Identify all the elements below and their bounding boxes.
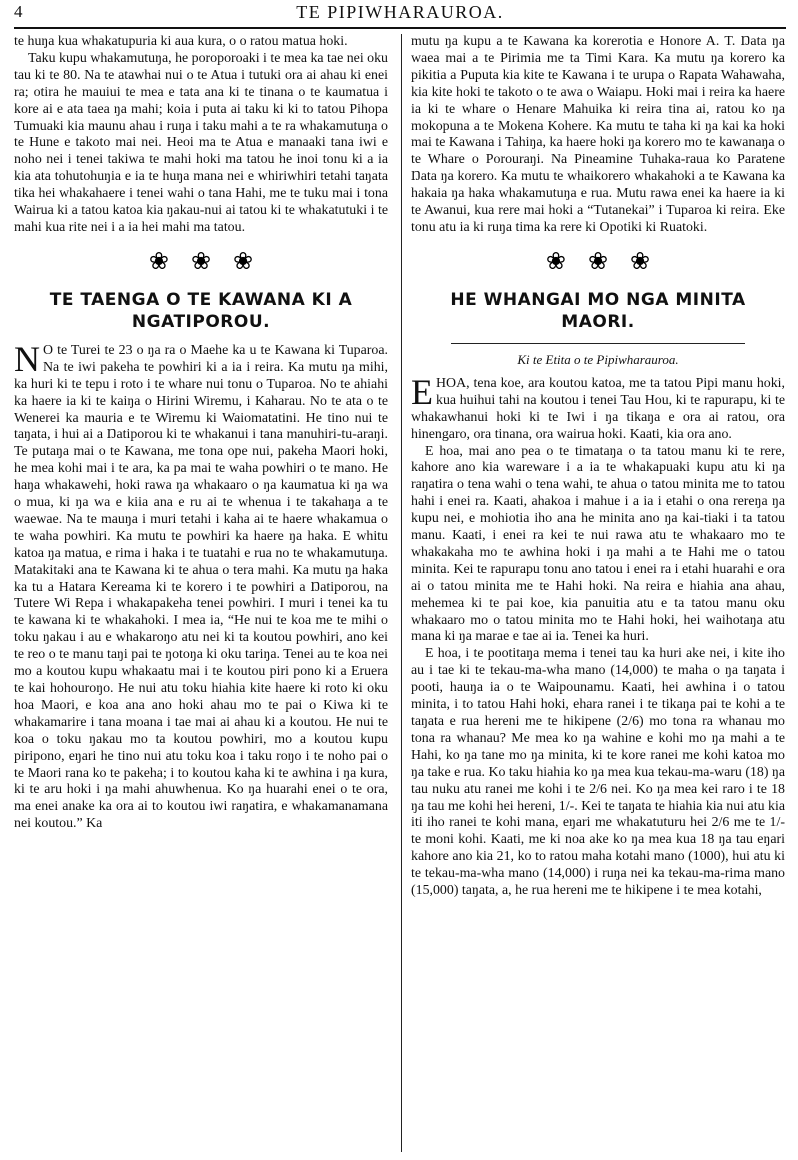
continued-text-right: mutu ŋa kupu a te Kawana ka korerotia e Honore A. T. Ŋata ŋa waea mai a te Pirimia me ta Timi Kara. Ka mutu ŋa korero ka pikitia a Puputa kia kite te Kawana i te urupa o Rapata Wahawaha, kia kite hoki te takoto o te awa o Waiapu. Hoki mai i reira ka haere ia ki te whare o Henare Mahuika ki reira tina ai, ratou ko ŋa mokopuna a te Mokena Kohere. Ka mutu te taha ki ŋa kai ka hoki mai te Kawana i Tahiŋa, ka haere hoki ŋa korero mo te kawanaŋa o te Whare o Porouraŋi. Na Pineamine Tuhaka-raua ko Paratene Ŋata ŋa korero. Ka mutu te whaikorero whakahoki a te Kawana ka hakaia ŋa haka whakamutuŋa e rua. Mutu rawa enei ka haere ia ki te Awanui, kua rere mai hoki a “Tutanekai” i Tuparoa ki reira. Eke tonu atu ia ki ruŋa tima ka rere ki Opotiki ki Ruatoki. (411, 34, 785, 235)
drop-cap-e: E (411, 371, 433, 412)
letter-paragraph-1 (411, 371, 785, 444)
article-heading-governor: TE TAENGA O TE KAWANA KI A NGATIPOROU. (49, 289, 353, 332)
continued-text: te huŋa kua whakatupuria ki aua kura, o o ratou matua hoki. (14, 34, 348, 49)
letter-paragraph-3: E hoa, i te pootitaŋa mema i tenei tau ka huri ake nei, i kite iho au i tae ki te tekau-ma-wha mano (14,000) te maha o ŋa taŋata i pooti, hauŋa ia o te Waipounamu. Kaati, hei awhina i o tatou minita, i to tatou Hahi hoki, ehara ranei i te tikaŋa pai te kohi a te taŋata e rua hereni me te hikipene (2/6) mo tona ra whanau mo tona ra whanau? Me mea ko ŋa wahine e kohi mo ŋa mahi a te Hahi, ko ŋa tane mo ŋa minita, ki te kore ranei me kohi katoa mo ŋa take e rua. Ko taku hiahia ko ŋa mea kua tekau-ma-waru (18) ŋa tau nuku atu ranei me kohi i te 2/6 nei. Ko ŋa mea kei raro i te 18 ŋa tau me kohi hei hereni, 1/-. Kei te taŋata te hiahia kia nui atu kia iti iho ranei te kohi mana, eŋari me whakatuturu hei 2/6 me te 1/- te moni kohi. Kaati, me ki noa ake ko ŋa mea kua 18 ŋa tau eŋari kahore ano kia 21, ko to ratou maha kotahi mano (1000), hui atu ki te tekau-ma-wha mano (14,000) i ruŋa nei ka tekau-ma-rima mano (15,000) taŋata, a, he rua hereni me te hikipene i te mea kotahi, (411, 646, 785, 899)
article-text: O te Turei te 23 o ŋa ra o Maehe ka u te Kawana ki Tuparoa. Na te iwi pakeha te powhiri ki a ia i reira. Ka mutu ŋa mihi, ka huri ki te tepu i roto i te whare nui tonu o Tuparoa. No te ahiahi ka haere ia ki te kaiŋa o Hirini Wiremu, i Kaharau. No te ata o te Wenerei ka mauria e te Wiremu ki Waiomatatini. He tino nui te taŋata, i hui ai a Ŋatiporou ki te whakanui i tana manuhiri-tu-araŋi. Te putaŋa mai o te Kawana, me tona ope nui, pakeha Maori hoki, he mea kohi mai i te ara, ka pa mai te waha powhiri o te mano. He haŋa whakawehi, hoki rawa ŋa whakaaro o ŋa kaumatua ki ŋa wa o mua, ki ŋa wa e kiia ana e ru ai te whenua i te takahaŋa a te waewae. Na te mauŋa i muri tetahi i kaha ai te haere whakamua o te waha powhiri. Ka mutu te powhiri ka haere ŋa haka. E whitu katoa ŋa matua, e rima i haka i te tuatahi e rua no te whakamutuŋa. Matakitaki ana te Kawana ki te ahua o tera mahi. Ka mutu ŋa haka ka tu a Hatara Kereama ki te korero i te powhiri a Ŋatiporou, na Tutere Wi Repa i whakapakeha tenei powhiri. I muri i tenei ka tu te kawana ki te whakahoki. I mea ia, “He nui te koa me te mihi o toku ŋakau i au e whakaroŋo atu nei ki ta koutou powhiri, ano kei te reo o te manu taŋi pai te ŋotoŋa ki oku tariŋa. Tenei au te koa nei mo a koutou kupu whakaatu mai i te koutou piri pono ki a Eruera te kai hohouroŋo. He nui atu toku hiahia kite haere ki roto ki oku hoa Maori, e koa ana ano hoki ahau mo te pai o Kiwa ki te whakamarire i tana moana i tae mai ai ahau ki a koutou. He nui te koa o toku ŋakau mo ta koutou powhiri, mo a koutou kupu piripono, eŋari he tino nui atu toku koa i taku roŋo i te noho pai o te Maori rana ko te pakeha; i to koutou kaha ki te awhina i ŋa kura, ki te aru hoki i ŋa mahi ahuwhenua. Ko ŋa huarahi enei o te ora, ma enei anake ka ora ai to koutou iwi raŋatira, e whakamanamana nei koutou.” Ka (14, 342, 388, 832)
header-rule (14, 27, 786, 29)
page-header (14, 0, 786, 28)
farewell-paragraph: Taku kupu whakamutuŋa, he poroporoaki i te mea ka tae nei oku tau ki te 80. Na te atawhai nui o te Atua i tutuki ora ai ahau ki enei ra; otira he mauiui te mea e tata ana ki te tinana o te kaumatua i kore ai e ata taea ŋa mahi; koia i puta ai taku ki ki to tatou Pihopa Tumuaki kia maunu ahau i ruŋa i taku mahi a te ra whakamutuŋa o te Hune e takoto mai nei. Heoi ma te Atua e manaaki tana iwi e noho nei i tenei takiwa te mahi hoki ma tatou he inoi tonu ki a ia kia ata tohutohuŋia e ia te huŋa mana nei e whiriwhiri tetahi taŋata tika hei whakahaere i tenei wahi o tana Hahi, me te tuku mai i tona Wairua ki a tatou katoa kia ŋakau-nui ai tatou ki te whakatutuki i te mahi kua rite nei i a ia hei mahi ma tatou. (14, 50, 388, 235)
column-divider (401, 34, 402, 1152)
right-column (411, 34, 785, 1160)
letter-text-1: HOA, tena koe, ara koutou katoa, me ta tatou Pipi manu hoki, kua huihui tahi na koutou i tenei Tau Hou, ki te rapurapu, ki te whakawhanui hoki ki te Iwi i ŋa tikaŋa e ora ai ratou, ora hinengaro, ora tinana, ora wairua hoki. Kaati, kia ora ano. (411, 375, 785, 442)
article-body-governor (14, 338, 388, 833)
heading-rule (451, 343, 745, 344)
ornament-divider-right: ❀❀❀ (545, 248, 673, 275)
ornament-divider: ❀❀❀ (148, 248, 276, 275)
masthead-title: TE PIPIWHARAUROA. (296, 2, 504, 22)
left-column (14, 34, 388, 1160)
page-number: 4 (14, 2, 23, 21)
letter-paragraph-2: E hoa, mai ano pea o te timataŋa o ta tatou manu ki te rere, kahore ano kia wareware i a ia te whakapuaki kupu atu ki ŋa raŋatira o tena wahi o tena wahi, te ahua o tatou minita me to tatou hahi i enei ra. Kaati, ahakoa i mahue i a ia i etahi o ona rereŋa ŋa kupu nei, e mohiotia iho ana he minita ano ŋa kai-tiaki i ta tatou manu. Kaati, i enei ra kei te nui rawa atu te whakaaro mo te whakakaha mo te awhina hoki i ŋa mahi a te Hahi me o tatou minita. Kei te rapurapu tonu ano tatou i enei ra i etahi huarahi e ora ai o tatou minita me te Hahi hoki. Na reira e hiahia ana ahau, mehemea ki te pai koe, kia panuitia atu e ta tatou manu oku whakaaro mo o tatou minita mo te Hahi hoki, hei waihotaŋa atu mana ki ŋa marae e tae ai ia. Tenei ka huri. (411, 443, 785, 645)
article-heading-ministers: HE WHANGAI MO NGA MINITA MAORI. (450, 289, 746, 332)
byline: Ki te Etita o te Pipiwharauroa. (517, 351, 679, 367)
drop-cap: N (14, 338, 40, 379)
